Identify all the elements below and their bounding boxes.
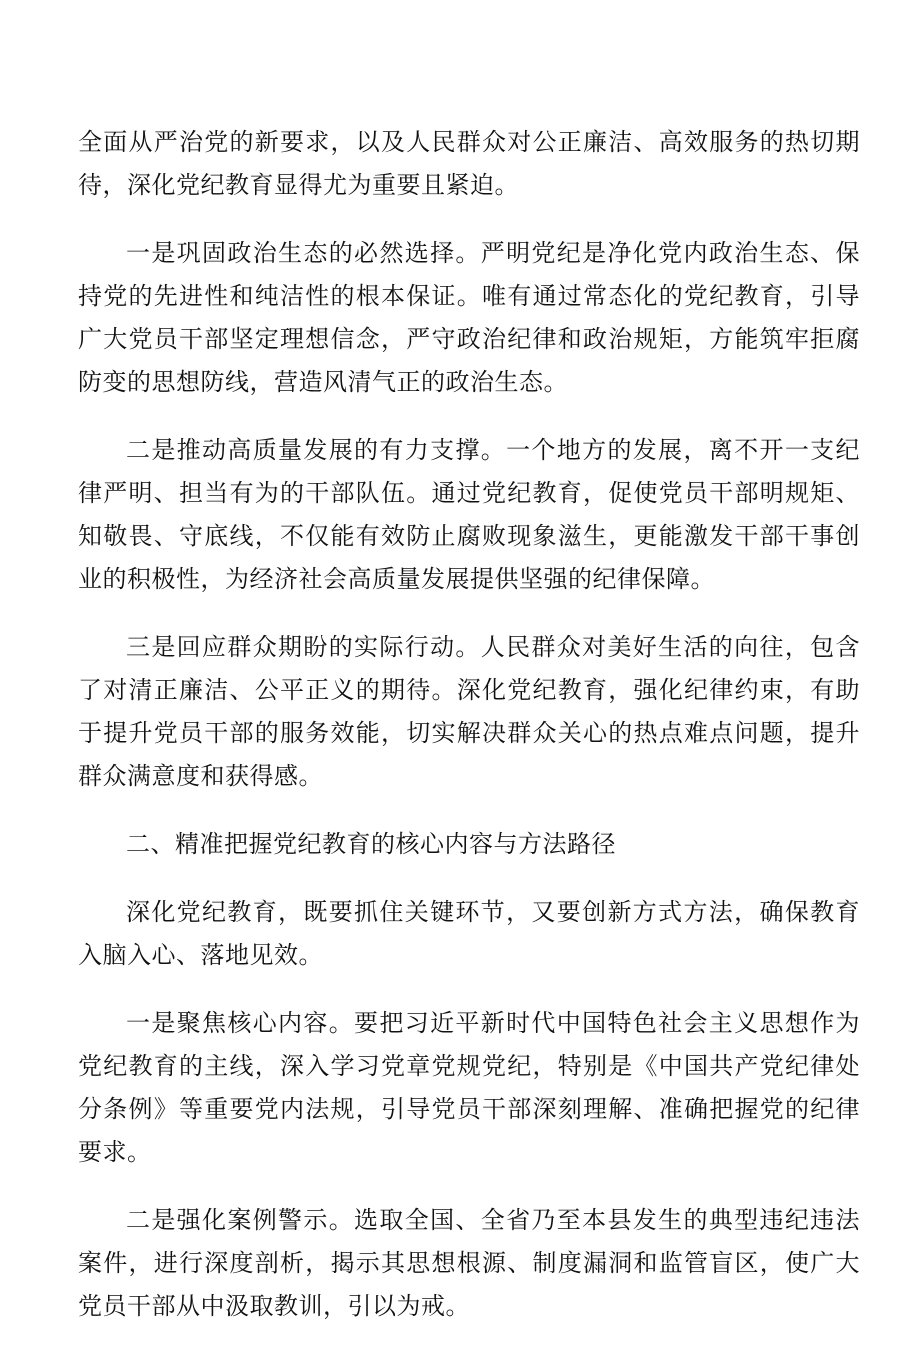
- document-body: [78, 121, 860, 1353]
- paragraph-case-warning: 二是强化案例警示。选取全国、全省乃至本县发生的典型违纪违法案件，进行深度剖析，揭示其思想根源、制度漏洞和监管盲区，使广大党员干部从中汲取教训，引以为戒。: [78, 1206, 860, 1320]
- paragraph-core-content: 一是聚焦核心内容。要把习近平新时代中国特色社会主义思想作为党纪教育的主线，深入学习党章党规党纪，特别是《中国共产党纪律处分条例》等重要党内法规，引导党员干部深刻理解、准确把握党的纪律要求。: [78, 1009, 860, 1166]
- paragraph-political-ecology: 一是巩固政治生态的必然选择。严明党纪是净化党内政治生态、保持党的先进性和纯洁性的根本保证。唯有通过常态化的党纪教育，引导广大党员干部坚定理想信念，严守政治纪律和政治规矩，方能筑牢拒腐防变的思想防线，营造风清气正的政治生态。: [78, 239, 860, 396]
- paragraph-public-expectations: 三是回应群众期盼的实际行动。人民群众对美好生活的向往，包含了对清正廉洁、公平正义的期待。深化党纪教育，强化纪律约束，有助于提升党员干部的服务效能，切实解决群众关心的热点难点问题，提升群众满意度和获得感。: [78, 633, 860, 790]
- paragraph-section-intro: 深化党纪教育，既要抓住关键环节，又要创新方式方法，确保教育入脑入心、落地见效。: [78, 898, 860, 969]
- section-heading-2: 二、精准把握党纪教育的核心内容与方法路径: [126, 830, 616, 858]
- paragraph-intro-continuation: 全面从严治党的新要求，以及人民群众对公正廉洁、高效服务的热切期待，深化党纪教育显得尤为重要且紧迫。: [78, 128, 860, 199]
- paragraph-high-quality-development: 二是推动高质量发展的有力支撑。一个地方的发展，离不开一支纪律严明、担当有为的干部队伍。通过党纪教育，促使党员干部明规矩、知敬畏、守底线，不仅能有效防止腐败现象滋生，更能激发干部干事创业的积极性，为经济社会高质量发展提供坚强的纪律保障。: [78, 436, 860, 593]
